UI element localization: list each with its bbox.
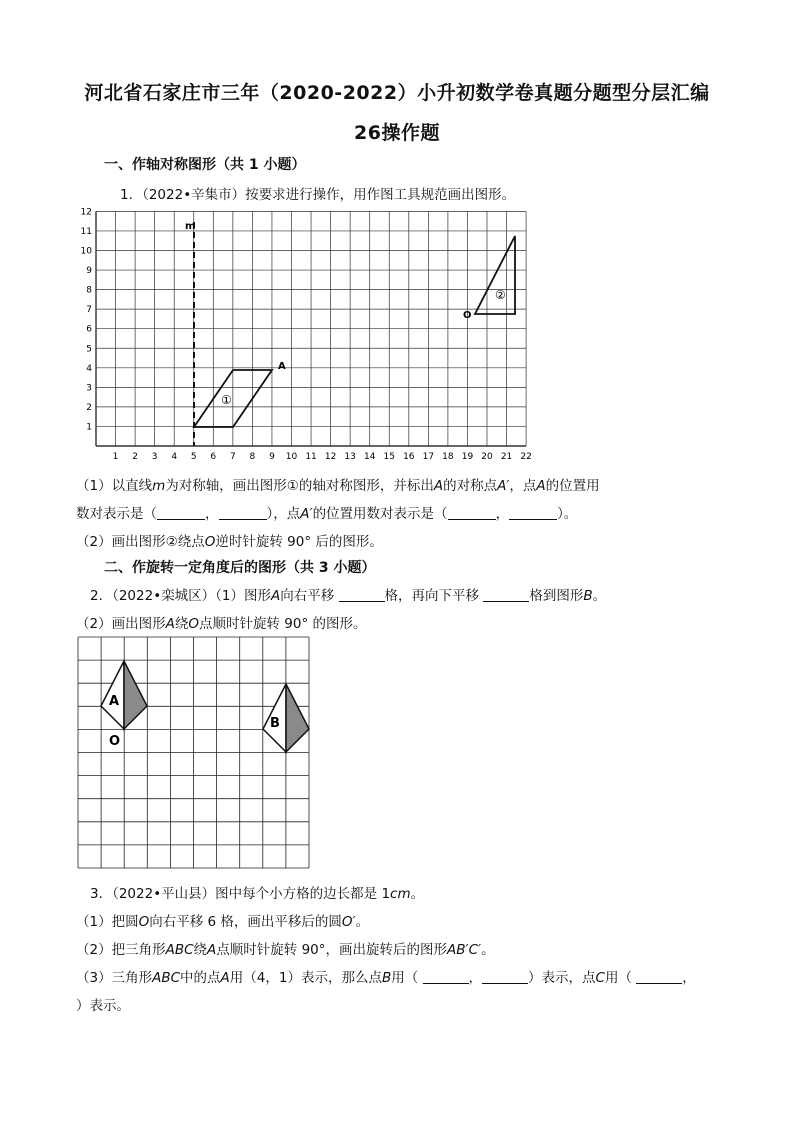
y-tick-label: 10 [80,246,92,257]
y-tick-label: 6 [86,324,92,335]
x-tick-label: 5 [190,452,197,462]
x-tick-label: 3 [151,452,158,462]
q1-stem: 1．（2022•辛集市）按要求进行操作，用作图工具规范画出图形。 [120,187,516,203]
answer-blank[interactable] [482,969,528,984]
x-tick-label: 13 [344,452,356,462]
y-tick-label: 7 [86,305,92,316]
y-tick-label: 11 [80,226,92,237]
y-tick-label: 8 [86,285,92,296]
document-subtitle: 26操作题 [354,122,440,144]
x-tick-label: 21 [500,452,513,462]
x-tick-label: 8 [249,452,256,462]
y-tick-label: 3 [86,383,92,394]
x-tick-label: 4 [171,452,178,462]
q1-part2: （2）画出图形②绕点O逆时针旋转 90° 后的图形。 [76,534,383,550]
x-tick-label: 6 [210,452,217,462]
point-O-label: O [109,734,121,749]
q3-part3-line1: （3）三角形ABC中的点A用（4，1）表示，那么点B用（ ， ）表示，点C用（ ， [76,970,696,986]
shape-A-gray-half [124,661,147,729]
x-tick-label: 9 [269,452,275,462]
document-title: 河北省石家庄市三年（2020-2022）小升初数学卷真题分题型分层汇编 [84,82,710,104]
x-tick-label: 15 [383,452,395,462]
x-tick-label: 17 [422,452,435,462]
y-tick-label: 1 [86,422,92,433]
x-tick-label: 7 [229,452,236,462]
point-O-label: O [463,310,472,321]
axis-m-label: m [185,221,196,232]
q2-line1: 2．（2022•栾城区）（1）图形A向右平移 格，再向下平移 格到图形B。 [90,588,607,604]
y-tick-label: 9 [86,266,92,277]
section2-heading: 二、作旋转一定角度后的图形（共 3 小题） [104,560,376,576]
x-tick-label: 1 [112,452,119,462]
shape-B-gray-half [286,684,309,752]
x-tick-label: 2 [132,452,138,462]
x-tick-label: 22 [520,452,532,462]
x-tick-label: 20 [481,452,493,462]
q3-stem: 3．（2022•平山县）图中每个小方格的边长都是 1cm。 [90,886,425,902]
answer-blank[interactable] [423,969,469,984]
y-tick-label: 5 [86,344,92,355]
shape-A-label: A [109,694,120,709]
y-tick-label: 12 [80,207,92,218]
shape-B-label: B [270,716,280,731]
q2-grid-lines [78,637,309,868]
section1-heading: 一、作轴对称图形（共 1 小题） [104,157,306,173]
shape2-label: ② [495,288,506,302]
q3-part3-line2: ）表示。 [76,998,130,1014]
y-tick-label: 4 [86,363,92,374]
shape1-label: ① [221,393,232,407]
answer-blank[interactable] [636,969,682,984]
x-tick-label: 14 [363,452,376,462]
y-tick-label: 2 [86,402,92,413]
q2-line2: （2）画出图形A绕O点顺时针旋转 90° 的图形。 [76,616,367,632]
point-A-label: A [278,361,286,372]
x-tick-label: 11 [305,452,317,462]
x-tick-label: 16 [403,452,415,462]
q3-part1: （1）把圆O向右平移 6 格，画出平移后的圆O′。 [76,914,370,930]
x-tick-label: 18 [442,452,454,462]
q1-part1-line2: 数对表示是（ ， ），点A′的位置用数对表示是（ ， ）。 [76,506,578,522]
q1-part1-line1: （1）以直线m为对称轴，画出图形①的轴对称图形，并标出A的对称点A′，点A的位置用 [76,478,600,494]
x-tick-label: 19 [461,452,474,462]
q3-part2: （2）把三角形ABC绕A点顺时针旋转 90°，画出旋转后的图形AB′C′。 [76,942,495,958]
x-tick-label: 12 [324,452,337,462]
x-tick-label: 10 [285,452,298,462]
